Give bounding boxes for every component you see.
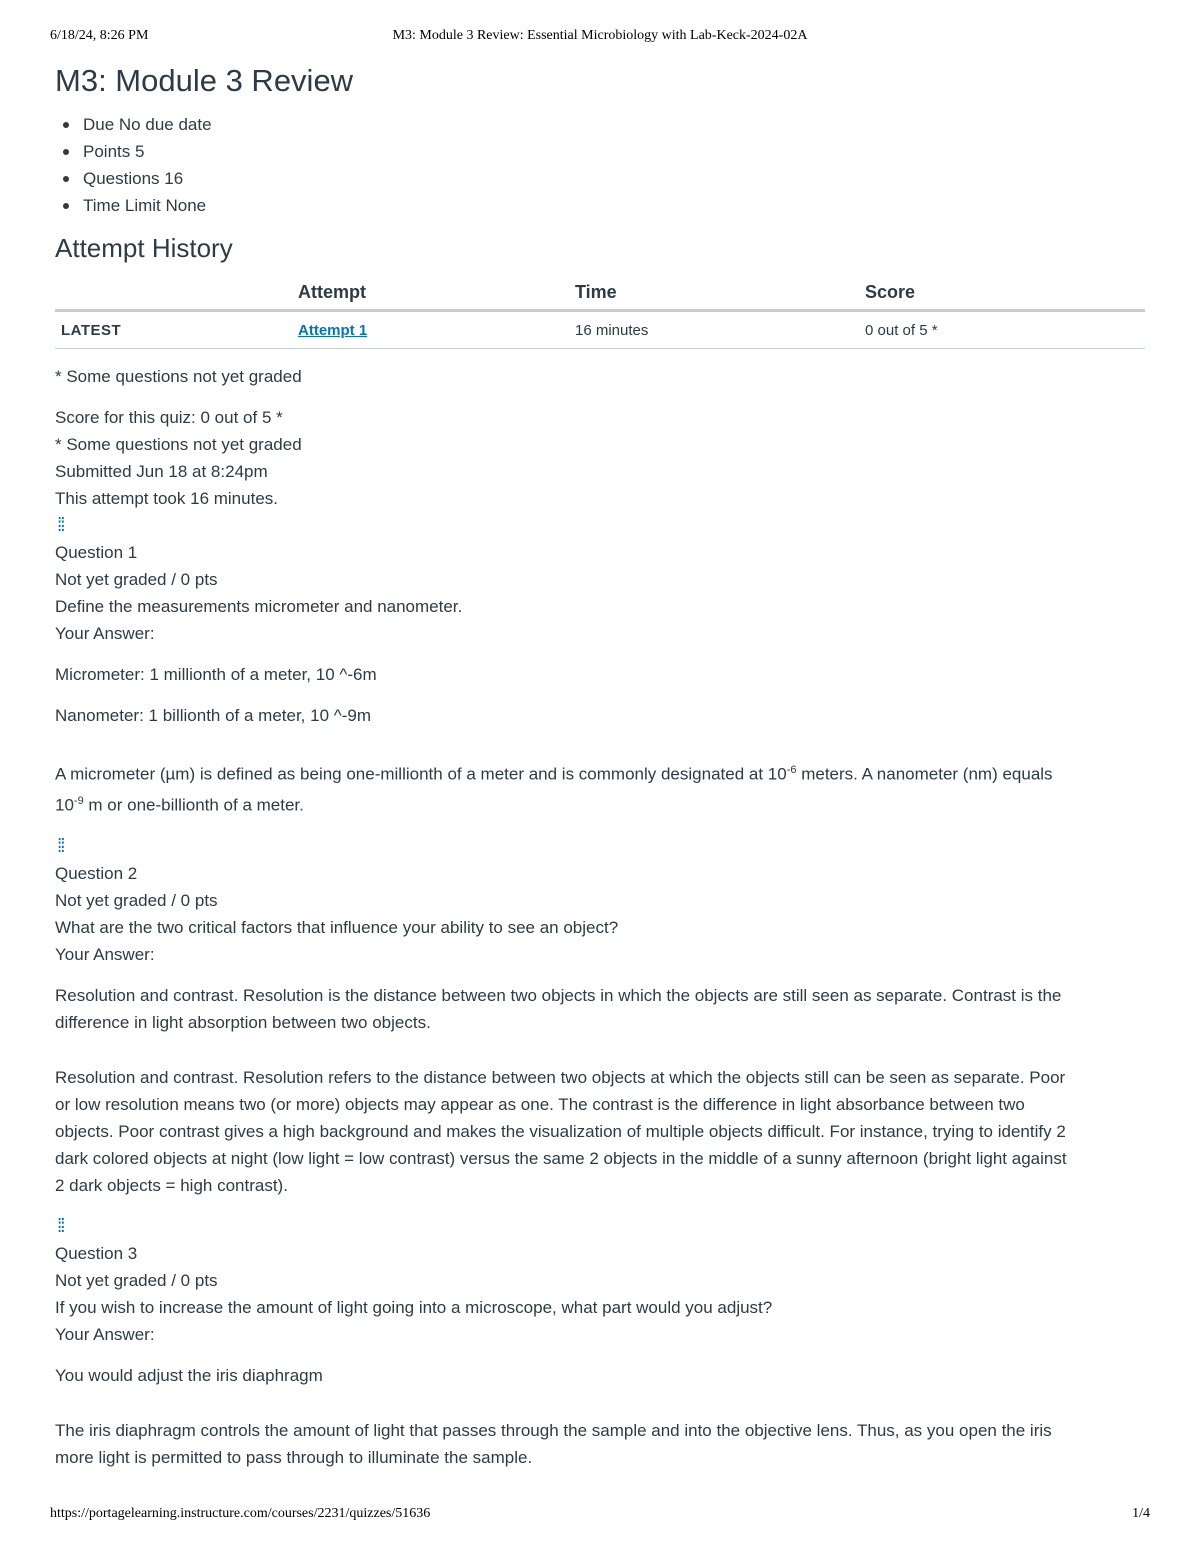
drag-handle-icon[interactable]: ⁞⁞ xyxy=(57,515,64,537)
exponent: -6 xyxy=(786,764,797,777)
quiz-score: Score for this quiz: 0 out of 5 * xyxy=(55,408,283,428)
your-answer-label: Your Answer: xyxy=(55,944,155,964)
question-title: Question 2 xyxy=(55,863,138,883)
question-title: Question 3 xyxy=(55,1243,138,1263)
exponent: -9 xyxy=(73,795,84,808)
question-feedback xyxy=(55,757,1145,818)
page-title: M3: Module 3 Review xyxy=(55,63,354,98)
question-prompt: Define the measurements micrometer and nanometer. xyxy=(55,597,463,617)
answer-line: You would adjust the iris diaphragm xyxy=(55,1365,323,1385)
table-row xyxy=(55,311,1145,349)
meta-questions: Questions 16 xyxy=(55,165,1145,192)
feedback-line: The iris diaphragm controls the amount of light that passes through the sample and into the objective lens. Thus, as you open the iris xyxy=(55,1420,1052,1440)
quiz-meta-list xyxy=(55,111,1145,219)
drag-handle-icon[interactable]: ⁞⁞ xyxy=(57,835,64,857)
feedback-text: meters. A nanometer (nm) equals xyxy=(796,765,1053,785)
latest-label: LATEST xyxy=(55,311,292,349)
question-prompt: If you wish to increase the amount of light going into a microscope, what part would you adjust? xyxy=(55,1297,773,1317)
column-header-time: Time xyxy=(569,278,859,311)
grading-note: * Some questions not yet graded xyxy=(55,435,302,455)
question-status: Not yet graded / 0 pts xyxy=(55,890,218,910)
feedback-text: A micrometer (µm) is defined as being one-millionth of a meter and is commonly designated at 10 xyxy=(55,765,787,785)
print-datetime: 6/18/24, 8:26 PM xyxy=(50,28,149,43)
column-header-score: Score xyxy=(859,278,1145,311)
print-footer xyxy=(50,1506,1150,1526)
column-header-attempt: Attempt xyxy=(292,278,569,311)
question-1 xyxy=(55,512,1145,818)
meta-time-limit: Time Limit None xyxy=(55,192,1145,219)
answer-line: difference in light absorption between two objects. xyxy=(55,1012,431,1032)
score-cell: 0 out of 5 * xyxy=(859,311,1145,349)
question-3 xyxy=(55,1213,1145,1471)
question-status: Not yet graded / 0 pts xyxy=(55,1270,218,1290)
attempt-link[interactable]: Attempt 1 xyxy=(298,322,368,340)
feedback-line: or low resolution means two (or more) objects may appear as one. The contrast is the difference in light absorbance between two xyxy=(55,1094,1025,1114)
submitted-time: Submitted Jun 18 at 8:24pm xyxy=(55,462,268,482)
print-page-number: 1/4 xyxy=(1132,1506,1150,1521)
question-status: Not yet graded / 0 pts xyxy=(55,570,218,590)
attempt-history-heading: Attempt History xyxy=(55,233,233,264)
meta-points: Points 5 xyxy=(55,138,1145,165)
feedback-line: Resolution and contrast. Resolution refers to the distance between two objects at which the objects still can be seen as separate. Poor xyxy=(55,1067,1066,1087)
question-prompt: What are the two critical factors that influence your ability to see an object? xyxy=(55,917,619,937)
print-header xyxy=(50,28,1150,48)
your-answer-label: Your Answer: xyxy=(55,624,155,644)
feedback-text: m or one-billionth of a meter. xyxy=(83,795,304,815)
drag-handle-icon[interactable]: ⁞⁞ xyxy=(57,1215,64,1237)
answer-line: Resolution and contrast. Resolution is the distance between two objects in which the objects are still seen as separate. Contrast is the xyxy=(55,985,1062,1005)
feedback-line: dark colored objects at night (low light = low contrast) versus the same 2 objects in the middle of a sunny afternoon (bright light against xyxy=(55,1148,1067,1168)
answer-line: Nanometer: 1 billionth of a meter, 10 ^-9m xyxy=(55,706,372,726)
attempt-cell xyxy=(292,311,569,349)
time-cell: 16 minutes xyxy=(569,311,859,349)
question-title: Question 1 xyxy=(55,543,138,563)
feedback-line: 2 dark objects = high contrast). xyxy=(55,1175,288,1195)
feedback-line: objects. Poor contrast gives a high background and makes the visualization of multiple objects difficult. For instance, trying to identify 2 xyxy=(55,1121,1066,1141)
column-header-blank xyxy=(55,278,292,311)
print-url: https://portagelearning.instructure.com/courses/2231/quizzes/51636 xyxy=(50,1506,431,1521)
your-answer-label: Your Answer: xyxy=(55,1324,155,1344)
quiz-content xyxy=(55,62,1145,1471)
grading-footnote: * Some questions not yet graded xyxy=(55,367,302,387)
question-2 xyxy=(55,833,1145,1199)
table-header-row xyxy=(55,278,1145,311)
print-doc-title: M3: Module 3 Review: Essential Microbiology with Lab-Keck-2024-02A xyxy=(392,28,808,43)
feedback-line: more light is permitted to pass through to illuminate the sample. xyxy=(55,1447,533,1467)
attempt-history-table xyxy=(55,278,1145,349)
feedback-text: 10 xyxy=(55,795,74,815)
answer-line: Micrometer: 1 millionth of a meter, 10 ^-6m xyxy=(55,665,377,685)
meta-due: Due No due date xyxy=(55,111,1145,138)
attempt-duration: This attempt took 16 minutes. xyxy=(55,489,278,509)
